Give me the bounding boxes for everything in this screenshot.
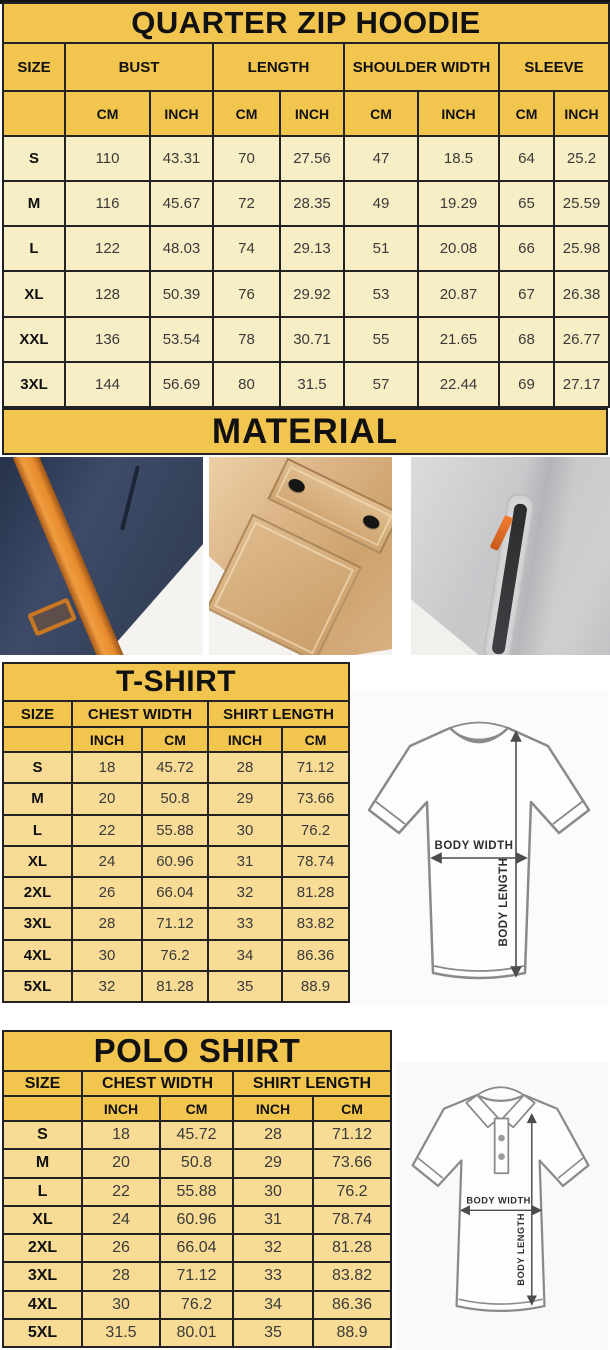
polo-row-m <box>3 1149 391 1177</box>
value-cell: 29 <box>233 1149 313 1177</box>
value-cell: 31.5 <box>280 362 344 407</box>
tshirt-row-xl <box>3 846 349 877</box>
value-cell: 25.2 <box>554 136 609 181</box>
value-cell: 53 <box>344 271 418 316</box>
body-length-label: BODY LENGTH <box>498 857 510 947</box>
value-cell: 34 <box>233 1291 313 1319</box>
polo-title: POLO SHIRT <box>3 1031 391 1071</box>
polo-units-row <box>3 1096 391 1121</box>
value-cell: 81.28 <box>142 971 208 1002</box>
hoodie-row-xxl <box>3 317 609 362</box>
value-cell: 76 <box>213 271 280 316</box>
tshirt-row-3xl <box>3 908 349 939</box>
value-cell: 81.28 <box>282 877 349 908</box>
tshirt-row-s <box>3 752 349 783</box>
empty-cell <box>3 1096 82 1121</box>
value-cell: 49 <box>344 181 418 226</box>
polo-row-4xl <box>3 1291 391 1319</box>
value-cell: 76.2 <box>160 1291 233 1319</box>
value-cell: 71.12 <box>282 752 349 783</box>
value-cell: 80.01 <box>160 1319 233 1347</box>
value-cell: 66 <box>499 226 554 271</box>
polo-row-3xl <box>3 1262 391 1290</box>
size-cell: S <box>3 136 65 181</box>
col-header-sleeve: SLEEVE <box>499 43 609 91</box>
value-cell: 20.08 <box>418 226 499 271</box>
value-cell: 18 <box>72 752 142 783</box>
tshirt-title-row <box>3 663 349 701</box>
value-cell: 67 <box>499 271 554 316</box>
value-cell: 47 <box>344 136 418 181</box>
value-cell: 35 <box>233 1319 313 1347</box>
hoodie-header-row <box>3 43 609 91</box>
value-cell: 33 <box>233 1262 313 1290</box>
col-header-shirt-length: SHIRT LENGTH <box>208 701 349 727</box>
value-cell: 20.87 <box>418 271 499 316</box>
unit-cell: CM <box>160 1096 233 1121</box>
value-cell: 110 <box>65 136 150 181</box>
value-cell: 22 <box>82 1178 160 1206</box>
value-cell: 25.59 <box>554 181 609 226</box>
tshirt-row-m <box>3 783 349 814</box>
value-cell: 76.2 <box>142 940 208 971</box>
size-cell: 5XL <box>3 971 72 1002</box>
value-cell: 78.74 <box>313 1206 391 1234</box>
value-cell: 18.5 <box>418 136 499 181</box>
body-width-label: BODY WIDTH <box>434 840 514 852</box>
value-cell: 30.71 <box>280 317 344 362</box>
size-cell: S <box>3 1121 82 1149</box>
value-cell: 66.04 <box>160 1234 233 1262</box>
size-cell: 2XL <box>3 877 72 908</box>
value-cell: 73.66 <box>313 1149 391 1177</box>
hoodie-row-3xl <box>3 362 609 407</box>
value-cell: 70 <box>213 136 280 181</box>
unit-cell: INCH <box>82 1096 160 1121</box>
size-cell: S <box>3 752 72 783</box>
value-cell: 73.66 <box>282 783 349 814</box>
value-cell: 27.56 <box>280 136 344 181</box>
value-cell: 88.9 <box>282 971 349 1002</box>
value-cell: 50.39 <box>150 271 213 316</box>
value-cell: 68 <box>499 317 554 362</box>
polo-row-l <box>3 1178 391 1206</box>
value-cell: 28.35 <box>280 181 344 226</box>
value-cell: 86.36 <box>313 1291 391 1319</box>
col-header-size: SIZE <box>3 1071 82 1096</box>
size-cell: 4XL <box>3 1291 82 1319</box>
value-cell: 27.17 <box>554 362 609 407</box>
value-cell: 29.13 <box>280 226 344 271</box>
value-cell: 20 <box>72 783 142 814</box>
polo-row-5xl <box>3 1319 391 1347</box>
unit-cell: INCH <box>554 91 609 136</box>
col-header-shoulder-width: SHOULDER WIDTH <box>344 43 499 91</box>
value-cell: 45.72 <box>142 752 208 783</box>
size-cell: XXL <box>3 317 65 362</box>
value-cell: 48.03 <box>150 226 213 271</box>
empty-cell <box>3 727 72 752</box>
value-cell: 26.38 <box>554 271 609 316</box>
polo-diagram <box>396 1062 608 1350</box>
value-cell: 60.96 <box>142 846 208 877</box>
value-cell: 88.9 <box>313 1319 391 1347</box>
hoodie-size-table <box>2 2 610 408</box>
size-cell: 5XL <box>3 1319 82 1347</box>
value-cell: 28 <box>208 752 282 783</box>
value-cell: 122 <box>65 226 150 271</box>
polo-header-row <box>3 1071 391 1096</box>
unit-cell: CM <box>65 91 150 136</box>
value-cell: 24 <box>72 846 142 877</box>
value-cell: 31.5 <box>82 1319 160 1347</box>
hoodie-units-row <box>3 91 609 136</box>
size-cell: 3XL <box>3 908 72 939</box>
value-cell: 34 <box>208 940 282 971</box>
size-cell: XL <box>3 1206 82 1234</box>
value-cell: 83.82 <box>313 1262 391 1290</box>
value-cell: 81.28 <box>313 1234 391 1262</box>
value-cell: 86.36 <box>282 940 349 971</box>
unit-cell: CM <box>344 91 418 136</box>
unit-cell: CM <box>213 91 280 136</box>
polo-title-row <box>3 1031 391 1071</box>
value-cell: 45.67 <box>150 181 213 226</box>
value-cell: 30 <box>82 1291 160 1319</box>
value-cell: 50.8 <box>142 783 208 814</box>
size-cell: 2XL <box>3 1234 82 1262</box>
material-photo-navy-drawcord <box>0 457 203 655</box>
unit-cell: INCH <box>150 91 213 136</box>
col-header-size: SIZE <box>3 701 72 727</box>
value-cell: 20 <box>82 1149 160 1177</box>
value-cell: 28 <box>82 1262 160 1290</box>
unit-cell: INCH <box>418 91 499 136</box>
body-width-label: BODY WIDTH <box>466 1195 531 1206</box>
tshirt-header-row <box>3 701 349 727</box>
tshirt-outline-drawing <box>354 690 604 1000</box>
col-header-bust: BUST <box>65 43 213 91</box>
tshirt-title: T-SHIRT <box>3 663 349 701</box>
hoodie-row-xl <box>3 271 609 316</box>
value-cell: 22.44 <box>418 362 499 407</box>
value-cell: 128 <box>65 271 150 316</box>
value-cell: 53.54 <box>150 317 213 362</box>
size-cell: XL <box>3 846 72 877</box>
polo-size-table <box>2 1030 392 1348</box>
value-cell: 57 <box>344 362 418 407</box>
value-cell: 60.96 <box>160 1206 233 1234</box>
material-photo-khaki-pocket <box>209 457 392 655</box>
value-cell: 26 <box>82 1234 160 1262</box>
size-cell: M <box>3 181 65 226</box>
size-cell: M <box>3 1149 82 1177</box>
value-cell: 50.8 <box>160 1149 233 1177</box>
value-cell: 55.88 <box>142 815 208 846</box>
value-cell: 30 <box>208 815 282 846</box>
hoodie-row-s <box>3 136 609 181</box>
value-cell: 25.98 <box>554 226 609 271</box>
size-cell: XL <box>3 271 65 316</box>
polo-outline-drawing <box>397 1062 607 1344</box>
hoodie-row-m <box>3 181 609 226</box>
value-cell: 56.69 <box>150 362 213 407</box>
value-cell: 21.65 <box>418 317 499 362</box>
value-cell: 78.74 <box>282 846 349 877</box>
value-cell: 30 <box>233 1178 313 1206</box>
value-cell: 32 <box>233 1234 313 1262</box>
value-cell: 33 <box>208 908 282 939</box>
unit-cell: INCH <box>208 727 282 752</box>
value-cell: 29.92 <box>280 271 344 316</box>
value-cell: 43.31 <box>150 136 213 181</box>
value-cell: 35 <box>208 971 282 1002</box>
value-cell: 45.72 <box>160 1121 233 1149</box>
value-cell: 30 <box>72 940 142 971</box>
value-cell: 28 <box>233 1121 313 1149</box>
tshirt-size-table <box>2 662 350 1003</box>
value-cell: 69 <box>499 362 554 407</box>
value-cell: 18 <box>82 1121 160 1149</box>
hoodie-row-l <box>3 226 609 271</box>
value-cell: 71.12 <box>313 1121 391 1149</box>
value-cell: 80 <box>213 362 280 407</box>
value-cell: 31 <box>208 846 282 877</box>
tshirt-row-5xl <box>3 971 349 1002</box>
tshirt-row-l <box>3 815 349 846</box>
size-cell: L <box>3 815 72 846</box>
value-cell: 24 <box>82 1206 160 1234</box>
tshirt-units-row <box>3 727 349 752</box>
size-cell: M <box>3 783 72 814</box>
value-cell: 22 <box>72 815 142 846</box>
value-cell: 26 <box>72 877 142 908</box>
unit-cell: CM <box>499 91 554 136</box>
value-cell: 32 <box>208 877 282 908</box>
hoodie-title-row <box>3 3 609 43</box>
unit-cell: CM <box>282 727 349 752</box>
material-title-band <box>2 408 608 455</box>
value-cell: 55.88 <box>160 1178 233 1206</box>
value-cell: 74 <box>213 226 280 271</box>
value-cell: 71.12 <box>142 908 208 939</box>
col-header-chest-width: CHEST WIDTH <box>82 1071 233 1096</box>
value-cell: 83.82 <box>282 908 349 939</box>
value-cell: 26.77 <box>554 317 609 362</box>
value-cell: 71.12 <box>160 1262 233 1290</box>
material-photo-gray-zipper <box>411 457 610 655</box>
empty-cell <box>3 91 65 136</box>
value-cell: 29 <box>208 783 282 814</box>
tshirt-row-4xl <box>3 940 349 971</box>
value-cell: 78 <box>213 317 280 362</box>
value-cell: 76.2 <box>313 1178 391 1206</box>
value-cell: 76.2 <box>282 815 349 846</box>
value-cell: 116 <box>65 181 150 226</box>
value-cell: 66.04 <box>142 877 208 908</box>
col-header-chest-width: CHEST WIDTH <box>72 701 208 727</box>
value-cell: 28 <box>72 908 142 939</box>
material-title: MATERIAL <box>211 411 399 451</box>
col-header-length: LENGTH <box>213 43 344 91</box>
size-cell: 3XL <box>3 362 65 407</box>
value-cell: 144 <box>65 362 150 407</box>
value-cell: 65 <box>499 181 554 226</box>
unit-cell: CM <box>313 1096 391 1121</box>
col-header-size: SIZE <box>3 43 65 91</box>
unit-cell: INCH <box>280 91 344 136</box>
polo-row-2xl <box>3 1234 391 1262</box>
value-cell: 72 <box>213 181 280 226</box>
value-cell: 136 <box>65 317 150 362</box>
tshirt-row-2xl <box>3 877 349 908</box>
unit-cell: INCH <box>233 1096 313 1121</box>
unit-cell: CM <box>142 727 208 752</box>
body-length-label: BODY LENGTH <box>515 1213 526 1286</box>
polo-row-s <box>3 1121 391 1149</box>
value-cell: 31 <box>233 1206 313 1234</box>
size-cell: 4XL <box>3 940 72 971</box>
value-cell: 19.29 <box>418 181 499 226</box>
size-cell: L <box>3 226 65 271</box>
polo-row-xl <box>3 1206 391 1234</box>
col-header-shirt-length: SHIRT LENGTH <box>233 1071 391 1096</box>
size-cell: 3XL <box>3 1262 82 1290</box>
tshirt-diagram <box>350 690 608 1005</box>
value-cell: 64 <box>499 136 554 181</box>
value-cell: 32 <box>72 971 142 1002</box>
value-cell: 55 <box>344 317 418 362</box>
value-cell: 51 <box>344 226 418 271</box>
unit-cell: INCH <box>72 727 142 752</box>
hoodie-title: QUARTER ZIP HOODIE <box>3 3 609 43</box>
size-cell: L <box>3 1178 82 1206</box>
